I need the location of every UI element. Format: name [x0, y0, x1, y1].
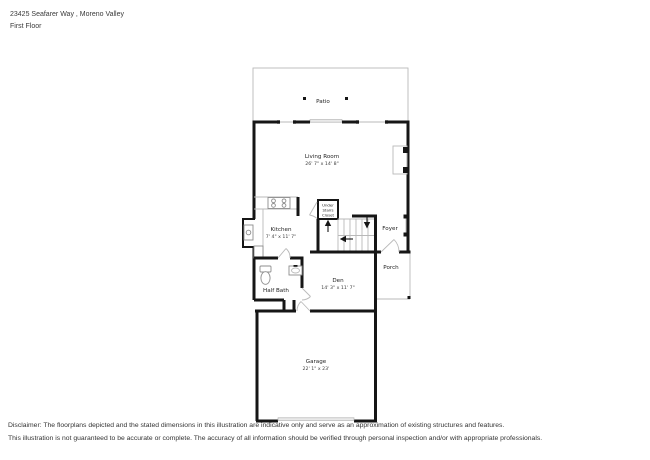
- room-label-kitchen: Kitchen: [270, 227, 292, 233]
- patio-post-icon: [303, 97, 306, 100]
- fireplace: [393, 146, 408, 174]
- patio-outline: [253, 68, 408, 122]
- room-dims-living-room: 26' 7" x 14' 8": [305, 162, 339, 167]
- closet-label-1: Under: [322, 202, 334, 208]
- closet-label-2: Stairs: [322, 207, 334, 213]
- room-dims-den: 14' 3" x 11' 7": [321, 286, 355, 291]
- room-label-porch: Porch: [383, 265, 399, 271]
- address-line: 23425 Seafarer Way , Moreno Valley: [10, 11, 125, 18]
- porch-outline: [377, 251, 411, 300]
- garage-entry-door: [255, 302, 376, 312]
- patio-post-icon: [345, 97, 348, 100]
- floor-label: First Floor: [10, 23, 42, 30]
- room-label-half-bath: Half Bath: [263, 288, 289, 294]
- room-dims-kitchen: 7' 4" x 11' 7": [265, 235, 297, 240]
- room-dims-garage: 22' 1" x 23': [302, 367, 330, 372]
- stove: [268, 198, 290, 209]
- entry-door: [376, 240, 408, 253]
- top-wall: [253, 120, 408, 124]
- left-wall: [243, 121, 255, 301]
- bath-sink: [289, 265, 302, 275]
- toilet: [260, 266, 271, 284]
- stairs-left-arrow-icon: [340, 236, 353, 242]
- closet-label-3: Closet: [321, 212, 335, 218]
- room-label-den: Den: [332, 278, 344, 284]
- disclaimer-line-1: Disclaimer: The floorplans depicted and the stated dimensions in this illustration are indicative only and serve as an approximation of existing structures and features.: [8, 422, 505, 429]
- disclaimer-line-2: This illustration is not guaranteed to be accurate or complete. The accuracy of all information should be verified through personal inspection and/or with appropriate professionals.: [8, 435, 543, 442]
- room-label-garage: Garage: [305, 359, 327, 365]
- kitchen-sink: [244, 225, 253, 240]
- stairs-up-arrow-icon: [325, 220, 331, 232]
- disclaimer: [8, 419, 542, 445]
- sliding-door: [310, 120, 342, 123]
- room-label-foyer: Foyer: [382, 226, 398, 232]
- garage-outline: [256, 311, 377, 421]
- room-label-patio: Patio: [316, 99, 330, 105]
- room-label-living-room: Living Room: [304, 154, 340, 160]
